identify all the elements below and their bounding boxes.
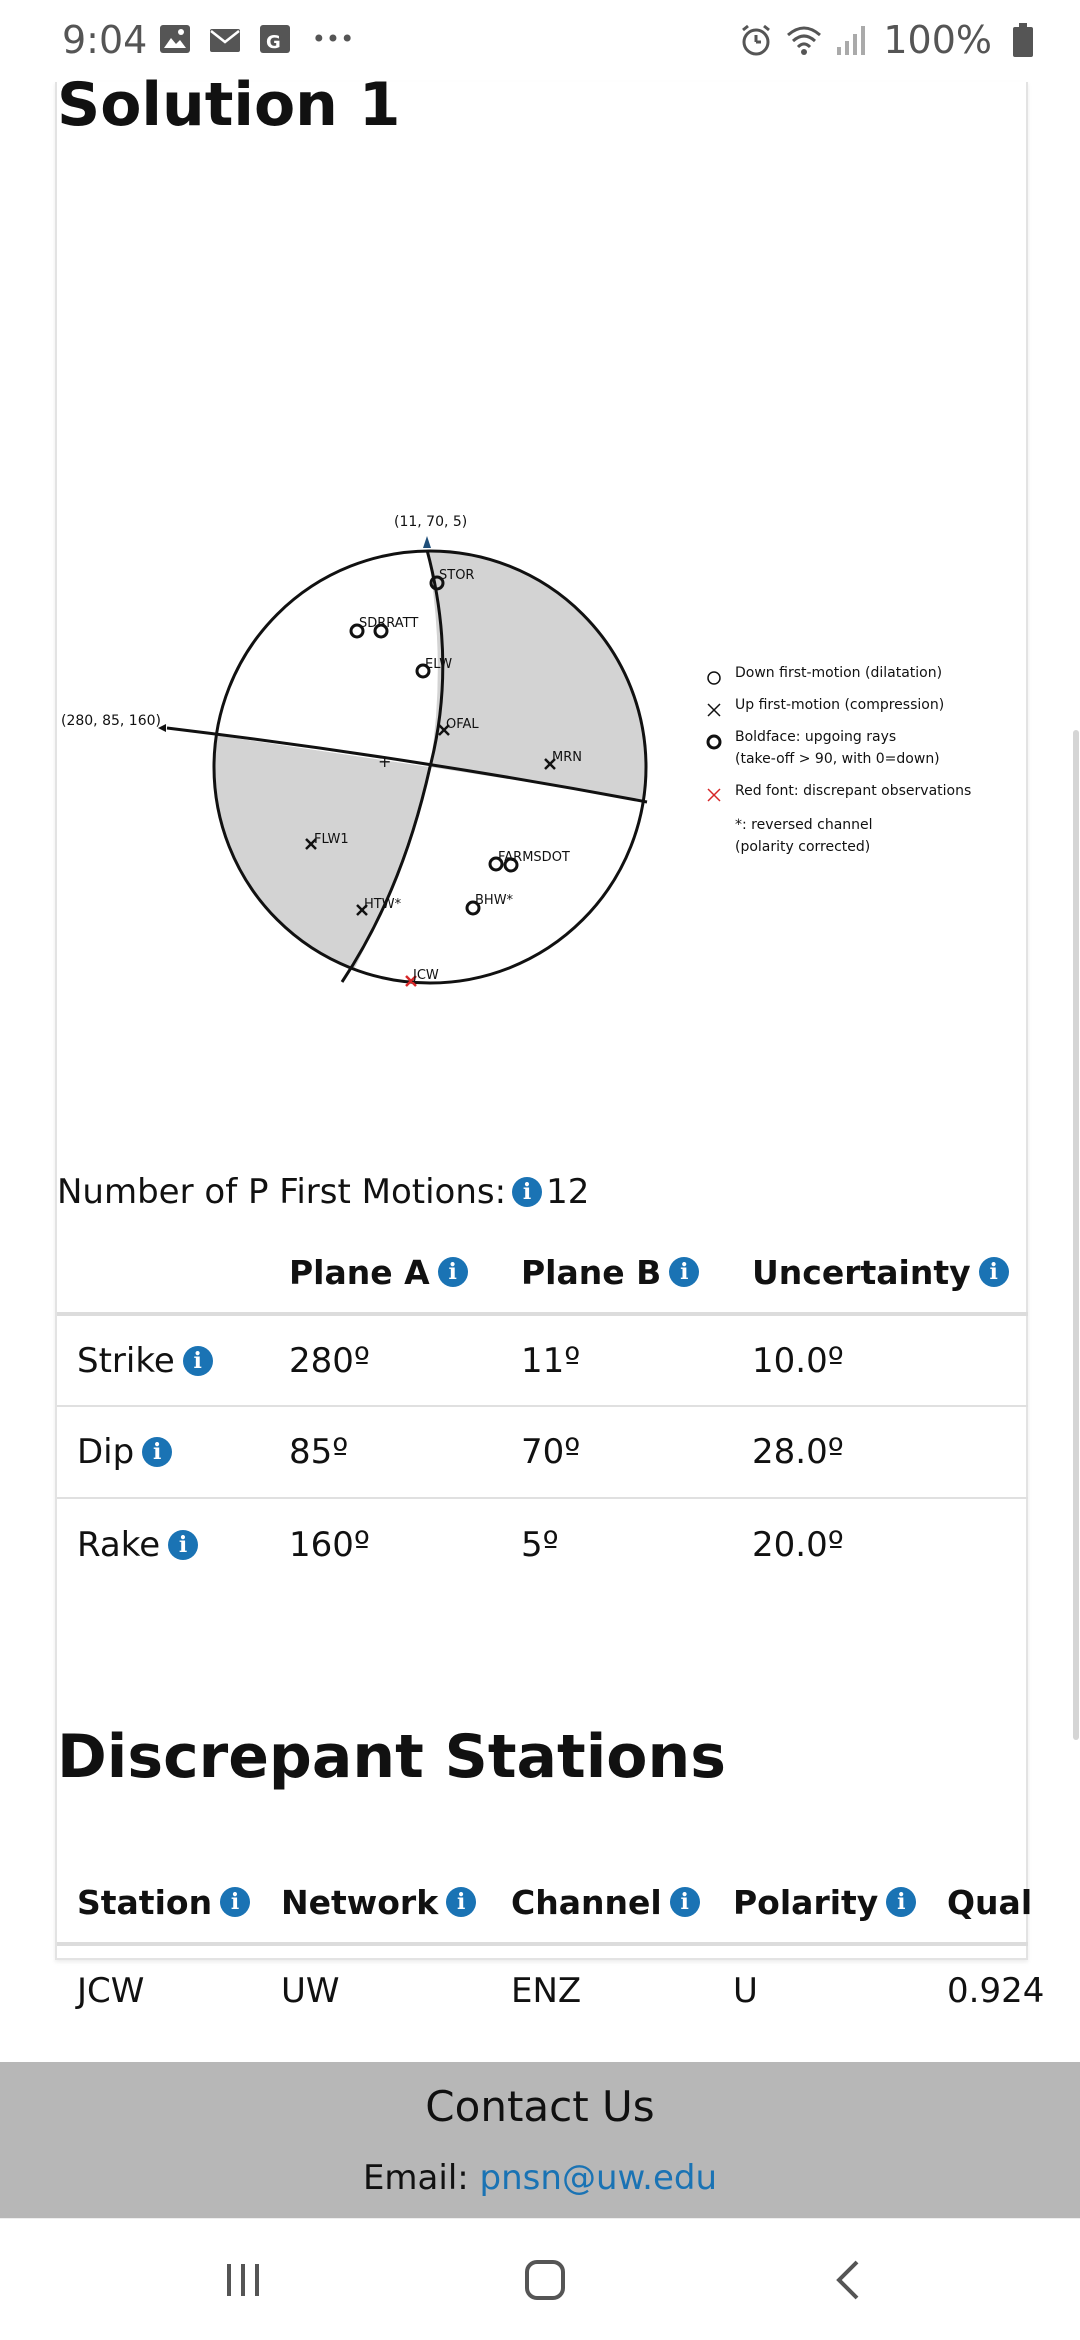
cell-uncertainty: 10.0º: [732, 1314, 1028, 1406]
cell-uncertainty: 20.0º: [752, 1524, 844, 1565]
scrollbar[interactable]: [1073, 730, 1079, 1740]
cell-plane-a: 85º: [269, 1406, 501, 1498]
battery-percent: 100%: [883, 18, 992, 62]
legend-red-symbol: [708, 789, 720, 801]
info-icon[interactable]: i: [979, 1257, 1009, 1287]
header-plane-a: [269, 1232, 501, 1314]
recent-apps-icon: [221, 2260, 265, 2300]
p-first-motions-value: 12: [546, 1172, 590, 1212]
header-label: Plane A: [289, 1252, 430, 1292]
row-label-text: Rake: [77, 1524, 161, 1565]
cell-station: JCW: [77, 1971, 145, 2011]
dilatation-quadrant-nw: [157, 512, 438, 767]
solution-title: Solution 1: [57, 70, 401, 140]
station-label: HTW*: [364, 897, 402, 912]
table-row: [57, 1944, 1028, 2036]
svg-text:G: G: [266, 32, 281, 53]
header-empty: [57, 1232, 269, 1314]
table-row: [57, 1498, 1028, 1590]
cell-polarity: U: [733, 1971, 758, 2011]
header-channel: [491, 1862, 713, 1944]
legend-rev-1: *: reversed channel: [735, 817, 873, 833]
home-icon: [523, 2258, 567, 2302]
table-header-row: [57, 1862, 1028, 1944]
alarm-icon: [739, 23, 773, 57]
back-icon: [831, 2258, 865, 2302]
planes-table: [57, 1232, 1028, 1590]
row-label: [57, 1498, 269, 1590]
header-label: Channel: [511, 1882, 662, 1922]
row-label-text: Dip: [77, 1432, 135, 1472]
cell-plane-b: 11º: [501, 1314, 732, 1406]
station-label: MRN: [552, 750, 582, 765]
email-link[interactable]: pnsn@uw.edu: [479, 2158, 718, 2198]
footer-email: [0, 2158, 1080, 2198]
header-network: [261, 1862, 491, 1944]
info-icon[interactable]: i: [220, 1887, 250, 1917]
header-polarity: [713, 1862, 927, 1944]
station-label: STOR: [439, 568, 475, 583]
legend-bold-symbol: [708, 736, 720, 748]
cell-plane-a: 280º: [269, 1314, 501, 1406]
info-icon[interactable]: i: [446, 1887, 476, 1917]
navigation-bar: [0, 2218, 1080, 2340]
discrepant-title: Discrepant Stations: [57, 1722, 726, 1792]
info-icon[interactable]: i: [512, 1177, 542, 1207]
header-label: Network: [281, 1882, 439, 1922]
station-label: JCW: [413, 968, 439, 983]
legend-bold-1: Boldface: upgoing rays: [735, 729, 897, 745]
header-quality: Qual: [927, 1862, 1028, 1944]
info-icon[interactable]: i: [670, 1887, 700, 1917]
recent-apps-button[interactable]: [213, 2255, 273, 2305]
table-header-row: [57, 1232, 1028, 1314]
maps-icon: [258, 22, 292, 56]
home-button[interactable]: [515, 2255, 575, 2305]
info-icon[interactable]: i: [168, 1530, 198, 1560]
cell-channel: ENZ: [511, 1971, 582, 2011]
cell-network: UW: [281, 1971, 340, 2011]
status-time: 9:04: [62, 18, 148, 62]
header-label: Station: [77, 1882, 213, 1922]
back-button[interactable]: [818, 2255, 878, 2305]
info-icon[interactable]: i: [142, 1437, 172, 1467]
legend-down: Down first-motion (dilatation): [735, 665, 943, 681]
battery-icon: [1006, 23, 1040, 57]
discrepant-table: [57, 1862, 1045, 2036]
footer-title: Contact Us: [425, 2082, 655, 2131]
legend-bold-2: (take-off > 90, with 0=down): [735, 751, 940, 767]
solution-card: [55, 70, 1045, 2011]
header-plane-b: [501, 1232, 732, 1314]
table-row: [57, 1314, 1028, 1406]
plane-b-label: (11, 70, 5): [394, 514, 468, 530]
plot-legend: [708, 665, 971, 855]
focal-mechanism-plot: [57, 412, 1030, 1012]
cell-quality: 0.924: [947, 1971, 1045, 2011]
info-icon[interactable]: i: [183, 1346, 213, 1376]
header-label: Polarity: [733, 1882, 879, 1922]
station-label: BHW*: [475, 893, 514, 908]
legend-red: Red font: discrepant observations: [735, 783, 972, 799]
signal-icon: [835, 23, 869, 57]
legend-up-symbol: [708, 704, 720, 716]
station-label: FARMSDOT: [498, 850, 570, 865]
header-uncertainty: [732, 1232, 1028, 1314]
legend-up: Up first-motion (compression): [735, 697, 945, 713]
header-station: [57, 1862, 261, 1944]
cell-plane-a: 160º: [289, 1524, 370, 1565]
center-plus: +: [378, 752, 392, 771]
legend-down-symbol: [708, 672, 720, 684]
p-first-motions: [57, 1172, 589, 1212]
station-label: OFAL: [446, 717, 479, 732]
gallery-icon: [158, 22, 192, 56]
footer: [0, 2062, 1080, 2218]
info-icon[interactable]: i: [438, 1257, 468, 1287]
table-row: [57, 1406, 1028, 1498]
cell-plane-b: 5º: [521, 1524, 559, 1565]
station-label: SDRRATT: [359, 616, 419, 631]
p-first-motions-label: Number of P First Motions:: [57, 1172, 507, 1212]
info-icon[interactable]: i: [669, 1257, 699, 1287]
more-dots-icon: •••: [311, 25, 355, 53]
plane-b-arrow: [423, 536, 431, 548]
mail-icon: [208, 22, 242, 56]
compression-quadrant-ne: [427, 512, 657, 802]
row-label-text: Strike: [77, 1340, 175, 1381]
station-label: FLW1: [314, 832, 349, 847]
row-label: [57, 1406, 269, 1498]
cell-uncertainty: 28.0º: [732, 1406, 1028, 1498]
wifi-icon: [787, 23, 821, 57]
row-label: [57, 1314, 269, 1406]
header-label: Plane B: [521, 1252, 662, 1292]
header-label: Uncertainty: [752, 1252, 971, 1292]
station-label: ELW: [425, 657, 453, 672]
cell-plane-b: 70º: [501, 1406, 732, 1498]
plane-a-label: (280, 85, 160): [61, 713, 161, 729]
info-icon[interactable]: i: [886, 1887, 916, 1917]
email-label: Email:: [362, 2158, 469, 2198]
legend-rev-2: (polarity corrected): [735, 839, 871, 855]
